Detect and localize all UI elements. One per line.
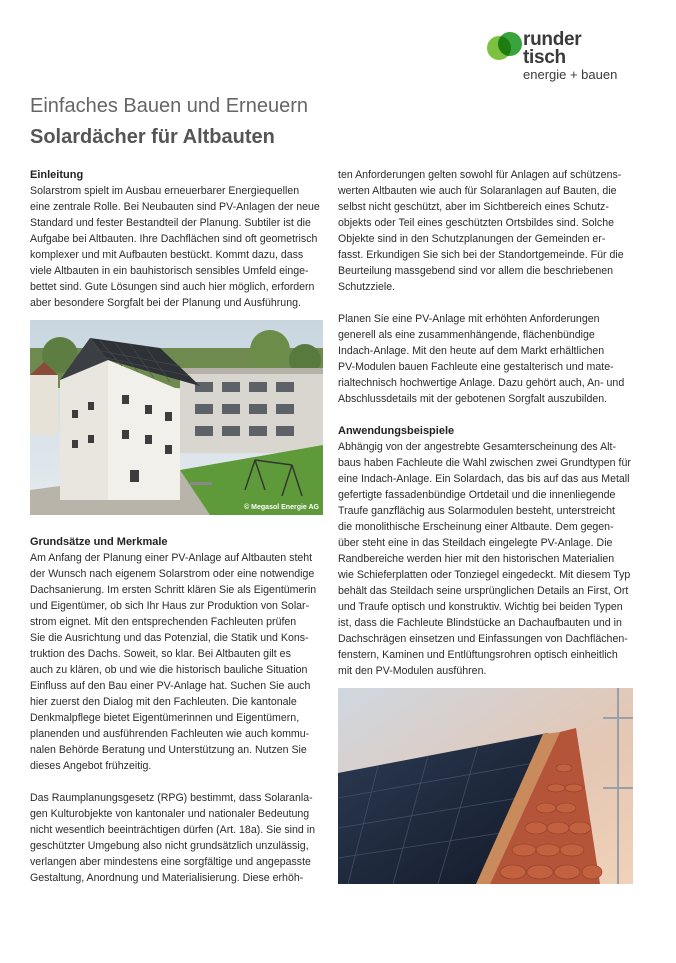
house-photo — [30, 320, 323, 515]
intro-heading: Einleitung — [30, 169, 84, 181]
rpg-paragraph: Das Raumplanungsgesetz (RPG) bestimmt, dass Solaranla- gen Kulturobjekte von kantonaler und nationaler Bedeutung nicht wesentlich beeinträchtigen dürfen (Art. 18a). Sie sind in geschützter Umgebung also nicht grundsätzlich unzulässig, verlangen aber mindestens eine sorgfältige und angepasste Gestaltung, Anordnung und Materialisierung. Diese erhöh- — [30, 792, 316, 884]
page-title: Einfaches Bauen und Erneuern — [30, 95, 308, 117]
brand-logo — [487, 30, 637, 85]
intro-section — [30, 167, 326, 311]
planning-paragraph: Planen Sie eine PV-Anlage mit erhöhten Anforderungen generell als eine zusammenhängende, flächenbündige Indach-Anlage. Mit den heute auf dem Markt erhältlichen PV-Modulen bauen Fachleute eine gestalterisch und mate- rialtechnisch hochwertige Anlage. Dazu gehört auch, An- und Abschlussdetails mit der gebotenen Sorgfalt auszubilden. — [338, 313, 625, 405]
roof-detail-photo — [338, 688, 633, 884]
right-column — [338, 167, 636, 679]
photo-credit: © Megasol Energie AG — [244, 504, 319, 511]
logo-line-2: tisch — [523, 47, 566, 68]
principles-paragraph: Am Anfang der Planung einer PV-Anlage auf Altbauten steht der Wunsch nach eigenem Solarstrom oder eine notwendige Dachsanierung. Im ersten Schritt klären Sie als Eigentümerin und Eigentümer, ob sich Ihr Haus zur Produktion von Solar- strom eignet. Mit den entsprechenden Fachleuten prüfen Sie die Ausrichtung und das Potenzial, die Statik und Kons- truktion des Dachs. Soweit, so klar. Bei Altbauten gilt es auch zu klären, ob und wie die historisch bauliche Situation Einfluss auf den Bau einer PV-Anlage hat. Suchen Sie auch hier zuerst den Dialog mit den Fachleuten. Die kantonale Denkmalpflege bietet Eigentümerinnen und Eigentümern, planenden und ausführenden Fachleuten wie auch kommu- nalen Behörde Beratung und Unterstützung an. Nutzen Sie dieses Angebot frühzeitig. — [30, 552, 317, 772]
examples-heading: Anwendungsbeispiele — [338, 425, 455, 437]
logo-line-1: runder — [523, 29, 582, 50]
intro-paragraph: Solarstrom spielt im Ausbau erneuerbarer Energiequellen eine zentrale Rolle. Bei Neubauten sind PV-Anlagen der neue Standard und fester Bestandteil der Planung. Subtiler ist die Aufgabe bei Altbauten. Ihre Dachflächen sind oft geometrisch komplexer und mit Aufbauten bestückt. Kommt dazu, dass viele Altbauten in ein bauhistorisch sensibles Umfeld einge- bettet sind. Gute Lösungen sind auch hier möglich, erfordern aber besondere Sorgfalt bei der Planung und Ausführung. — [30, 185, 320, 309]
page-subtitle: Solardächer für Altbauten — [30, 126, 275, 148]
principles-heading: Grundsätze und Merkmale — [30, 536, 168, 548]
logo-tagline: energie + bauen — [523, 67, 618, 82]
principles-section — [30, 534, 326, 886]
examples-paragraph: Abhängig von der angestrebte Gesamterscheinung des Alt- baus haben Fachleute die Wahl zwischen zwei Grundtypen für eine Indach-Anlage. Ein Solardach, das bis auf das aus Metall gefertigte fassadenbündige Ortdetail und die innenliegende Traufe ganzflächig aus Solarmodulen besteht, unterstreicht die monolithische Erscheinung einer Altbaute. Dem gegen- über steht eine in das Steildach eingelegte PV-Anlage. Die Randbereiche werden hier mit den historischen Materialien wie Schieferplatten oder Tonziegel eingedeckt. Mit diesem Typ behält das Steildach seine ursprünglichen Details an First, Ort und Traufe optisch und konstruktiv. Wichtig bei beiden Typen ist, dass die Fachleute Blindstücke an Dachaufbauten und in Dachschrägen einsetzen und Einfassungen von Dachflächen- fenstern, Kaminen und Entlüftungsrohren optisch einheitlich mit den PV-Modulen ausführen. — [338, 441, 631, 677]
logo-circle-overlap-icon — [498, 32, 522, 56]
continuation-paragraph: ten Anforderungen gelten sowohl für Anlagen auf schützens- werten Altbauten wie auch für Solaranlagen auf Bauten, die selbst nicht geschützt, aber im Sichtbereich eines Schutz- objekts oder Teil eines geschützten Ortsbildes sind. Solche Objekte sind in den Schutzplanungen der Gemeinden er- fasst. Erkundigen Sie sich bei der Standortgemeinde. Für die Beurteilung massgebend sind vor allem die beschriebenen Schutzziele. — [338, 169, 624, 293]
